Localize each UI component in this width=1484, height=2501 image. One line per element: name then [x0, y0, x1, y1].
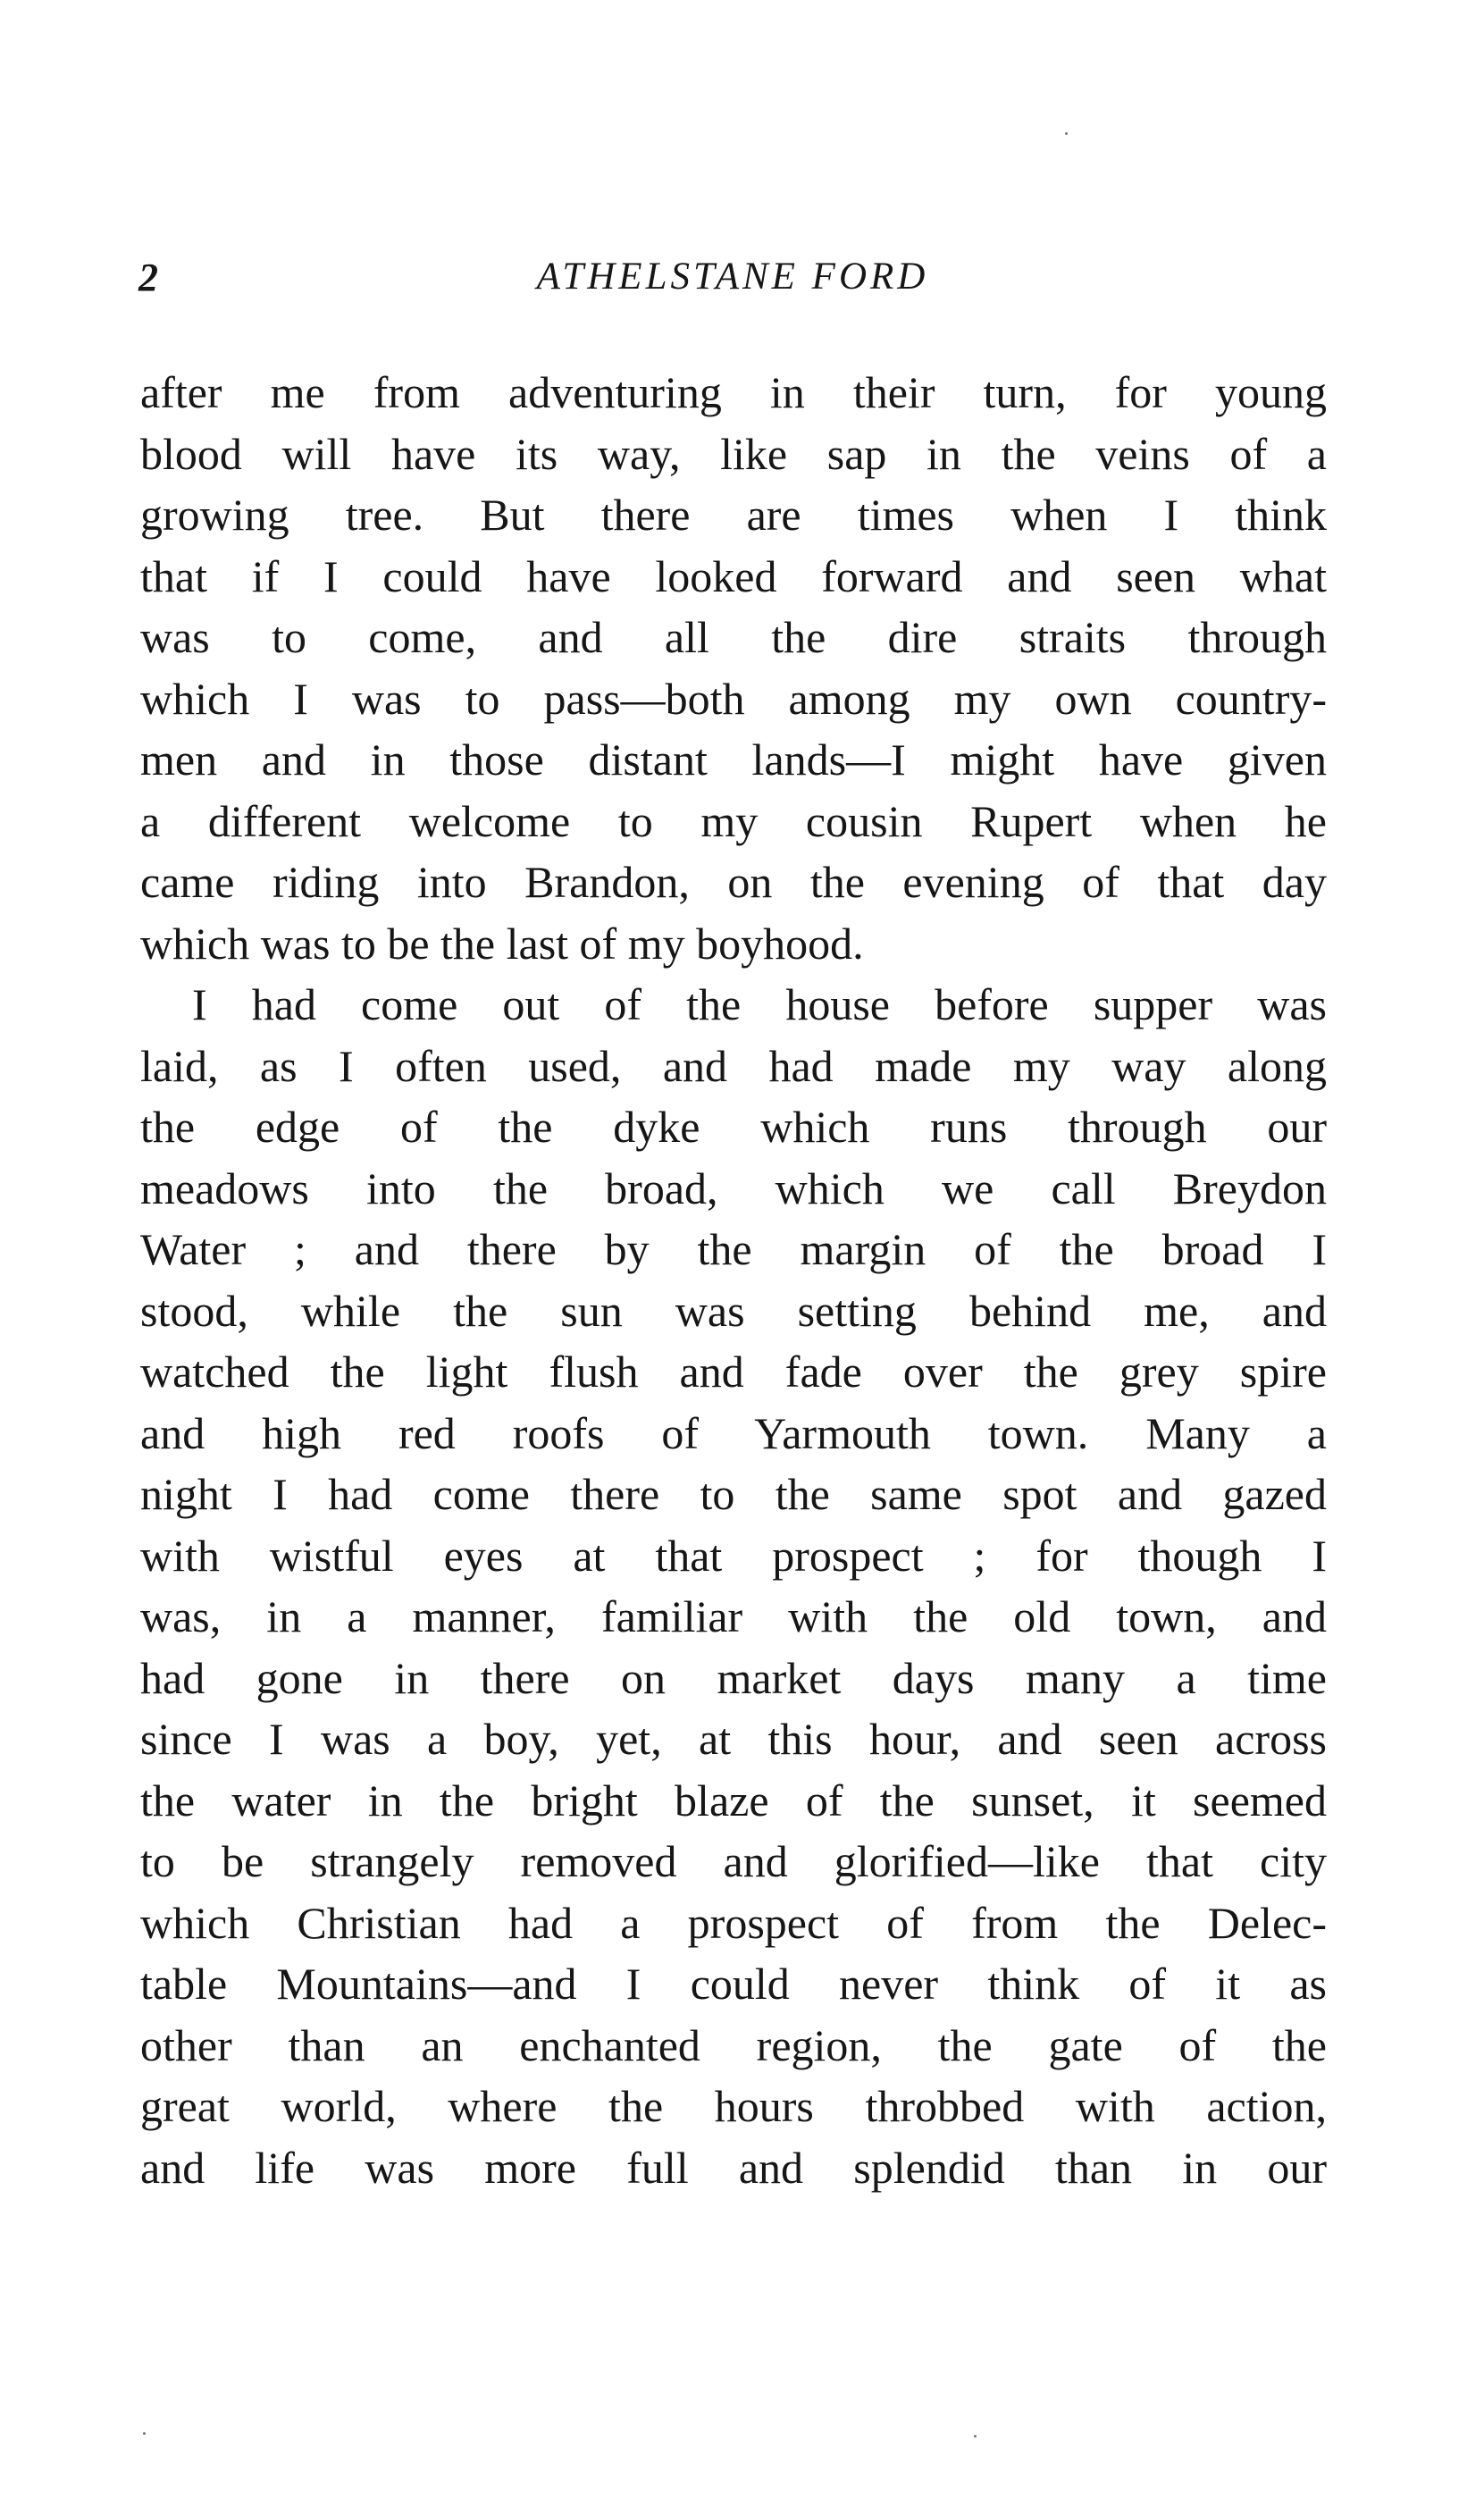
- text-line: Water ; and there by the margin of the broad I: [140, 1224, 1327, 1274]
- text-line: and high red roofs of Yarmouth town. Many a: [140, 1407, 1327, 1458]
- text-line: that if I could have looked forward and seen what: [140, 550, 1327, 601]
- text-line: great world, where the hours throbbed with action,: [140, 2081, 1327, 2131]
- text-line: the edge of the dyke which runs through our: [140, 1102, 1327, 1152]
- body-text: [140, 362, 1327, 2198]
- text-line: was to come, and all the dire straits through: [140, 612, 1327, 662]
- text-line: was, in a manner, familiar with the old town, and: [140, 1591, 1327, 1641]
- text-line: the water in the bright blaze of the sunset, it seemed: [140, 1775, 1327, 1825]
- print-speck: [1065, 132, 1068, 135]
- text-line: growing tree. But there are times when I think: [140, 490, 1327, 540]
- text-line: since I was a boy, yet, at this hour, and seen across: [140, 1714, 1327, 1764]
- paragraph: [140, 974, 1327, 2198]
- text-line: stood, while the sun was setting behind me, and: [140, 1285, 1327, 1336]
- text-line: other than an enchanted region, the gate of the: [140, 2019, 1327, 2070]
- text-line: men and in those distant lands—I might have given: [140, 734, 1327, 785]
- text-line: blood will have its way, like sap in the veins of a: [140, 428, 1327, 479]
- running-title: ATHELSTANE FORD: [536, 256, 929, 298]
- text-line: meadows into the broad, which we call Breydon: [140, 1162, 1327, 1213]
- paragraph: [140, 362, 1327, 974]
- print-speck: [974, 2435, 977, 2438]
- text-line: after me from adventuring in their turn, for young: [140, 367, 1327, 417]
- page-number: 2: [138, 256, 158, 299]
- text-line: I had come out of the house before supper was: [192, 979, 1327, 1029]
- text-line: and life was more full and splendid than in our: [140, 2142, 1327, 2193]
- text-line: which was to be the last of my boyhood.: [140, 918, 864, 969]
- text-line: which I was to pass—both among my own country-: [140, 673, 1327, 724]
- text-line: had gone in there on market days many a time: [140, 1652, 1327, 1703]
- print-speck: [143, 2432, 146, 2435]
- text-line: night I had come there to the same spot and gazed: [140, 1469, 1327, 1519]
- text-line: to be strangely removed and glorified—like that city: [140, 1836, 1327, 1886]
- text-line: laid, as I often used, and had made my way along: [140, 1040, 1327, 1091]
- text-line: came riding into Brandon, on the evening of that day: [140, 857, 1327, 907]
- text-line: table Mountains—and I could never think of it as: [140, 1959, 1327, 2009]
- text-line: with wistful eyes at that prospect ; for though I: [140, 1530, 1327, 1581]
- text-line: which Christian had a prospect of from the Delec-: [140, 1897, 1327, 1948]
- text-line: a different welcome to my cousin Rupert when he: [140, 795, 1327, 846]
- text-line: watched the light flush and fade over the grey spire: [140, 1347, 1327, 1397]
- page-header: [138, 255, 1327, 308]
